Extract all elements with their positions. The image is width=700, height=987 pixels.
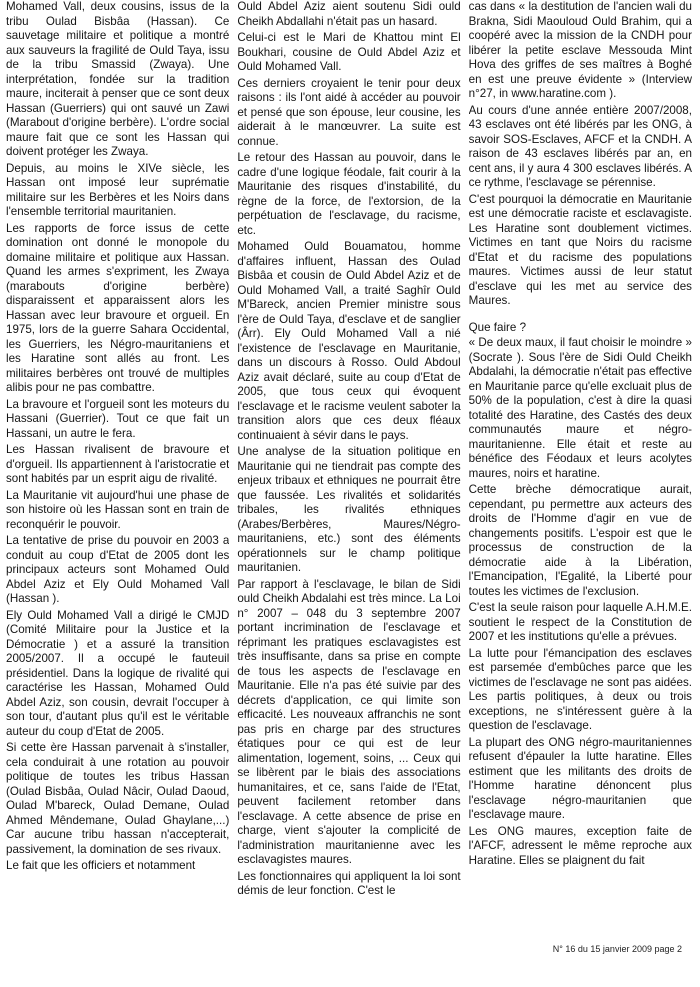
paragraph: Au cours d'une année entière 2007/2008, 43 esclaves ont été libérés par les ONG, à savoir SOS-Esclaves, AFCF et la CNDH. A raison de 43 esclaves libérés par an, en cent ans, il y aura 4 300 esclaves libérés. A ce rythme, l'esclavage se pérennise. <box>468 103 692 189</box>
paragraph: Ould Abdel Aziz aient soutenu Sidi ould Cheikh Abdallahi n'était pas un hasard. <box>237 0 461 28</box>
paragraph: La plupart des ONG négro-mauritaniennes refusent d'épauler la lutte haratine. Elles estiment que les militants des droits de l'Homme haratine dénoncent plus l'esclavage négro-mauritanien que l'esclavage maure. <box>468 735 692 821</box>
paragraph: Mohamed Ould Bouamatou, homme d'affaires influent, Hassan des Oulad Bisbâa et cousin de Ould Abdel Aziz et de Ould Mohamed Vall, a traité Saghîr Ould M'Bareck, ancien Premier ministre sous l'ère de Ould Taya, d'esclave et de sanglier (Ârr). Ely Ould Mohamed Vall a nié l'existence de l'esclavage en Mauritanie, dans un discours à Rosso. Ould Abdoul Aziz avait déclaré, suite au coup d'Etat de 2005, que tous ceux qui évoquent l'esclavage et le racisme veulent saboter la transition alors que ces deux fléaux continuaient à sévir dans le pays. <box>237 240 461 442</box>
paragraph: cas dans « la destitution de l'ancien wali du Brakna, Sidi Maouloud Ould Brahim, qui a coopéré avec la mission de la CNDH pour libérer la petite esclave Messouda Mint Hova des griffes de ses maîtres à Boghé en est une preuve évidente » (Interview n°27, in www.haratine.com ). <box>468 0 692 100</box>
paragraph: Celui-ci est le Mari de Khattou mint El Boukhari, cousine de Ould Abdel Aziz et Ould Mohamed Vall. <box>237 31 461 73</box>
paragraph: Les fonctionnaires qui appliquent la loi sont démis de leur fonction. C'est le <box>237 869 461 897</box>
paragraph: C'est la seule raison pour laquelle A.H.M.E. soutient le respect de la Constitution de 2007 et les institutions qu'elle a prévues. <box>468 601 692 643</box>
paragraph: Le fait que les officiers et notamment <box>6 859 196 872</box>
paragraph: Les ONG maures, exception faite de l'AFCF, adressent le même reproche aux Haratine. Elles se plaignent du fait <box>468 824 692 867</box>
column-1 <box>6 0 229 938</box>
paragraph: La Mauritanie vit aujourd'hui une phase de son histoire où les Hassan sont en train de reconquérir le pouvoir. <box>6 488 230 531</box>
paragraph: « De deux maux, il faut choisir le moindre » (Socrate ). Sous l'ère de Sidi Ould Cheikh Abdalahi, la démocratie n'était pas effective en Mauritanie parce qu'elle excluait plus de 50% de la population, c'est à dire la quasi totalité des Haratine, des Castés des deux communautés maure et négro-mauritanienne. Elle était et reste au bénéfice des Féodaux et leurs acolytes maures, noirs et haratine. <box>468 336 692 480</box>
paragraph: Depuis, au moins le XIVe siècle, les Hassan ont imposé leur suprématie militaire sur les Berbères et les Noirs dans l'ensemble territorial mauritanien. <box>6 161 230 218</box>
paragraph: La tentative de prise du pouvoir en 2003 a conduit au coup d'Etat de 2005 dont les principaux acteurs sont Mohamed Ould Abdel Aziz et Ely Ould Mohamed Vall (Hassan ). <box>6 534 230 605</box>
paragraph: Ces derniers croyaient le tenir pour deux raisons : ils l'ont aidé à accéder au pouvoir et pensé que son épouse, leur cousine, les aiderait à le manœuvrer. La suite est connue. <box>237 76 461 148</box>
article-body <box>6 0 692 938</box>
paragraph: Une analyse de la situation politique en Mauritanie qui ne tiendrait pas compte des enjeux tribaux et ethniques ne pourrait être que faussée. Les rivalités et solidarités tribales, les rivalités ethniques (Arabes/Berbères, Maures/Négro-mauritaniens, etc.) sont des éléments opérationnels sur le champ politique mauritanien. <box>237 445 461 574</box>
paragraph: Par rapport à l'esclavage, le bilan de Sidi ould Cheikh Abdalahi est très mince. La Loi n° 2007 – 048 du 3 septembre 2007 portant incrimination de l'esclavage et réprimant les pratiques esclavagistes est très insuffisante, dans sa prise en compte de tous les aspects de l'esclavage en Mauritanie. Elle n'a pas été suivie par des décrets d'application, ce qui limite son efficacité. Les nouveaux affranchis ne sont pas pris en charge par des structures étatiques pour ce qui est de leur alimentation, logement, soins, ... Ceux qui se libèrent par le biais des associations humanitaires, et ce, sans l'aide de l'Etat, peuvent facilement retomber dans l'esclavage. A cette absence de prise en charge, vient s'ajouter la complicité de l'administration mauritanienne avec les esclavagistes maures. <box>237 577 461 866</box>
paragraph: Les rapports de force issus de cette domination ont donné le monopole du domaine militaire et politique aux Hassan. Quand les armes s'expriment, les Zwaya (marabouts d'origine berbère) disparaissent et apparaissent alors les Hassan avec leur bravoure et orgueil. En 1975, lors de la guerre Sahara Occidental, les Guerriers, les Négro-mauritaniens et les Haratine sont allés au front. Les militaires berbères ont trouvé de multiples alibis pour ne pas combattre. <box>6 221 230 394</box>
paragraph: Le retour des Hassan au pouvoir, dans le cadre d'une logique féodale, fait courir à la Mauritanie des risques d'instabilité, du règne de la force, de l'extorsion, de la perpétuation de l'esclavage, du racisme, etc. <box>237 151 461 237</box>
paragraph: La lutte pour l'émancipation des esclaves est parsemée d'embûches parce que les victimes de l'esclavage ne sont pas aidées. Les partis politiques, à deux ou trois exceptions, ne s'intéressent guère à la question de l'esclavage. <box>468 646 692 732</box>
column-2 <box>237 0 460 938</box>
column-3 <box>469 0 692 938</box>
paragraph: Cette brèche démocratique aurait, cependant, pu permettre aux acteurs des droits de l'Homme d'agir en vue de changements positifs. L'espoir est que le processus de construction de la démocratie aide à la Libération, l'Emancipation, l'Egalité, la Liberté pour toutes les victimes de l'exclusion. <box>468 483 692 598</box>
section-heading: Que faire ? <box>468 320 527 334</box>
paragraph: La bravoure et l'orgueil sont les moteurs du Hassani (Guerrier). Tout ce que fait un Hassani, un autre le fera. <box>6 397 230 440</box>
paragraph: Les Hassan rivalisent de bravoure et d'orgueil. Ils appartiennent à l'aristocratie et sont habités par un esprit aigu de rivalité. <box>6 443 230 485</box>
page-footer: N° 16 du 15 janvier 2009 page 2 <box>552 944 682 954</box>
paragraph: C'est pourquoi la démocratie en Mauritanie est une démocratie raciste et esclavagiste. Les Haratine sont doublement victimes. Victimes en tant que Noirs du racisme d'Etat et du racisme des populations maures. Victimes aussi de leur statut d'esclave qui les met au service des Maures. <box>468 192 692 307</box>
paragraph: Ely Ould Mohamed Vall a dirigé le CMJD (Comité Militaire pour la Justice et la Démocratie ) et a assuré la transition 2005/2007. Il a occupé le fauteuil présidentiel. Dans la logique de rivalité qui caractérise les Hassan, Mohamed Ould Abdel Aziz, son cousin, devrait l'occuper à son tour, d'autant plus qu'il est le véritable auteur du coup d'Etat de 2005. <box>6 608 230 738</box>
paragraph: Mohamed Vall, deux cousins, issus de la tribu Oulad Bisbâa (Hassan). Ce sauvetage militaire et politique a montré aux sauveurs la fragilité de Ould Taya, issu de la tribu Smassid (Zwaya). Une interprétation, fondée sur la tradition maure, inciterait à penser que ce sont deux Hassan (Guerriers) qui ont sauvé un Zawi (Marabout d'origine berbère). L'ordre social maure fait que ce sont les Hassan qui doivent protéger les Zwaya. <box>6 0 230 158</box>
paragraph: Si cette ère Hassan parvenait à s'installer, cela conduirait à une rotation au pouvoir politique de toutes les tribus Hassan (Oulad Bisbâa, Oulad Nâcir, Oulad Daoud, Oulad M'bareck, Oulad Demane, Oulad Ahmed Mêndemane, Oulad Ghaylane,...) Car aucune tribu hassan n'accepterait, passivement, la domination de ses rivaux. <box>6 741 230 856</box>
